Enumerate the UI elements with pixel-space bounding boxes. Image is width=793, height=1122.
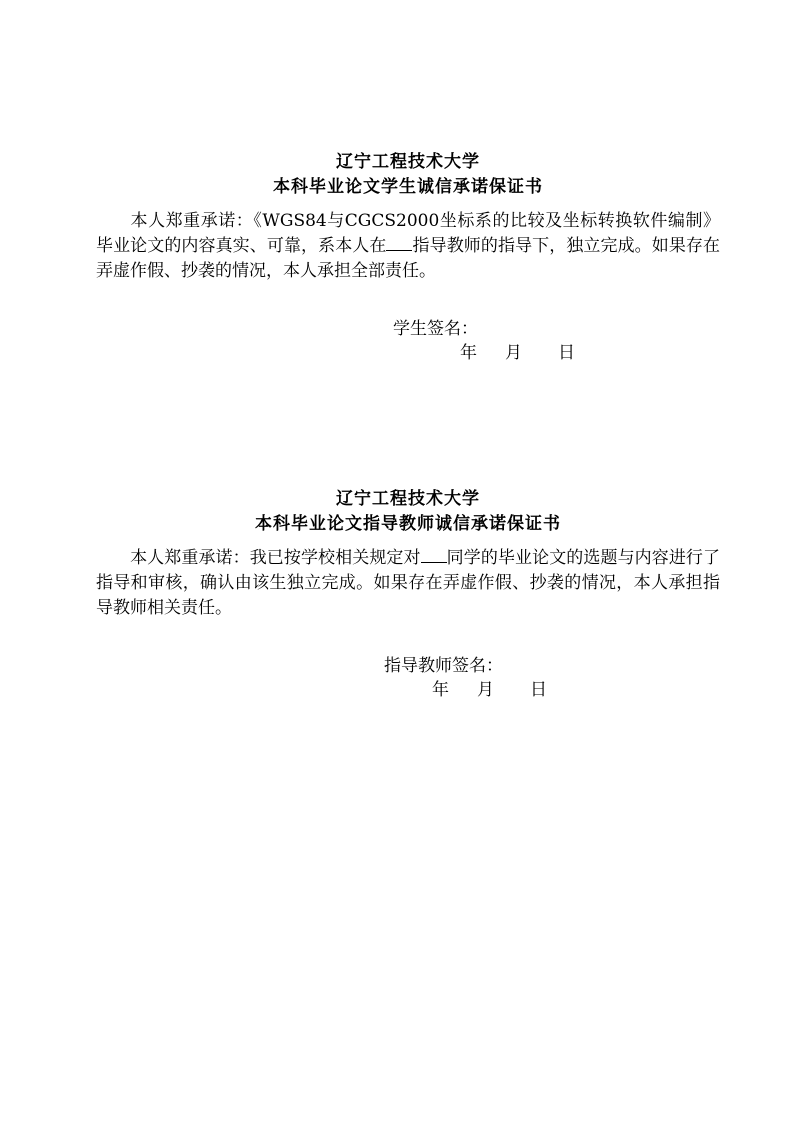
student-pledge-title: 本科毕业论文学生诚信承诺保证书 [273, 177, 543, 197]
student-pledge-text-part2: 指导教师的指导下，独立完成。如果存在弄虚作假、抄袭的情况，本人承担全部责任。 [96, 236, 721, 281]
advisor-signature-date [432, 678, 547, 702]
student-university-name: 辽宁工程技术大学 [336, 152, 480, 172]
advisor-university-name: 辽宁工程技术大学 [336, 489, 480, 509]
advisor-student-blank [421, 547, 447, 563]
advisor-date-day: 日 [530, 680, 547, 700]
advisor-pledge-text [96, 546, 720, 621]
student-pledge-section [96, 150, 720, 284]
student-signature-date [460, 341, 575, 365]
advisor-date-year: 年 [432, 680, 449, 700]
advisor-pledge-title: 本科毕业论文指导教师诚信承诺保证书 [255, 514, 561, 534]
student-pledge-text-part1: 本人郑重承诺：《WGS84与CGCS2000坐标系的比较及坐标转换软件编制》毕业论文的内容真实、可靠，系本人在 [96, 211, 720, 256]
advisor-pledge-text-part1: 本人郑重承诺：我已按学校相关规定对 [130, 548, 421, 568]
student-date-year: 年 [460, 343, 477, 363]
student-date-month: 月 [505, 343, 522, 363]
student-pledge-text [96, 209, 720, 284]
advisor-date-month: 月 [477, 680, 494, 700]
student-date-day: 日 [558, 343, 575, 363]
student-signature-label: 学生签名： [393, 319, 478, 339]
student-advisor-blank [386, 235, 412, 251]
advisor-pledge-section [96, 487, 720, 621]
advisor-signature-label: 指导教师签名： [384, 656, 503, 676]
advisor-pledge-text-part2: 同学的毕业论文的选题与内容进行了指导和审核，确认由该生独立完成。如果存在弄虚作假、抄袭的情况，本人承担指导教师相关责任。 [96, 548, 721, 618]
